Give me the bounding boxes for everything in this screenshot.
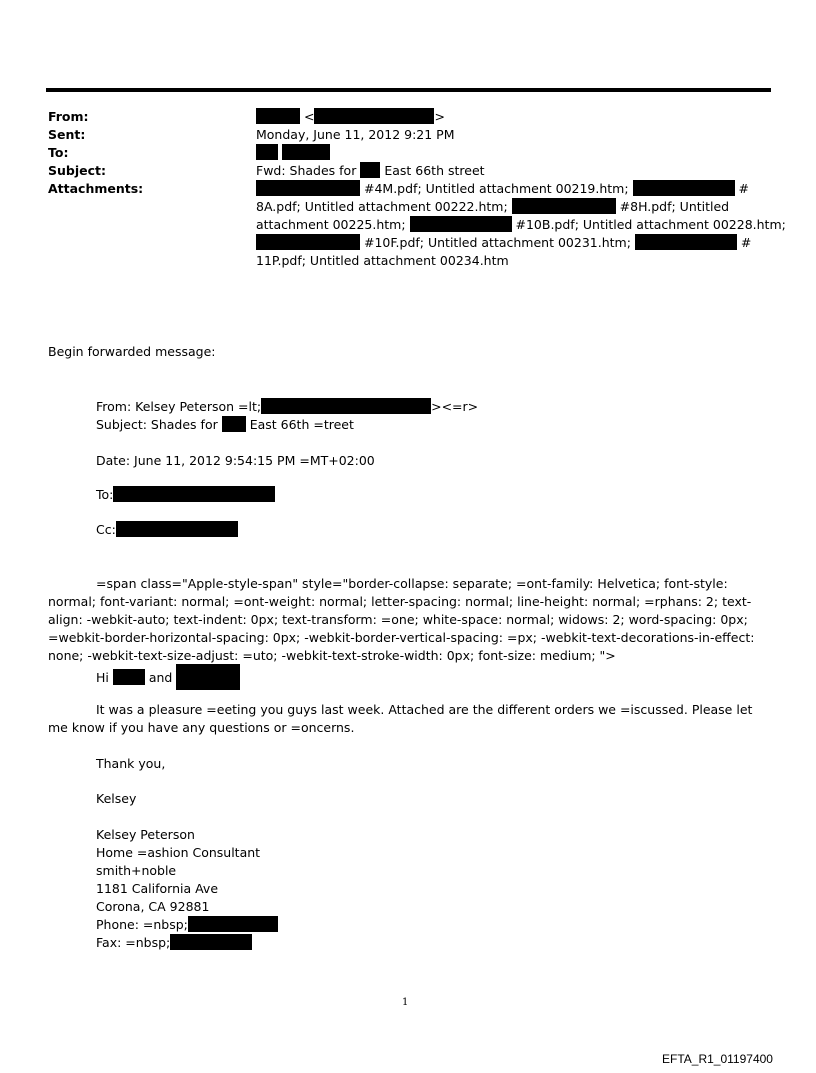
fwd-from-text: ><=r> bbox=[431, 399, 479, 414]
redaction bbox=[113, 669, 145, 685]
redaction bbox=[635, 234, 737, 250]
page-number: 1 bbox=[402, 997, 409, 1008]
subject-pre: Fwd: Shades for bbox=[256, 163, 357, 178]
attachment-text: #4M.pdf; Untitled attachment 00219.htm; bbox=[363, 181, 629, 196]
redaction bbox=[282, 144, 330, 160]
fwd-from-text: From: Kelsey Peterson =lt; bbox=[96, 399, 262, 414]
fwd-cc-label: Cc: bbox=[96, 522, 116, 537]
greeting-hi: Hi bbox=[96, 670, 109, 685]
attachments-label: Attachments: bbox=[48, 181, 144, 196]
signature-fax bbox=[96, 934, 252, 952]
attachment-text: 8A.pdf; Untitled attachment 00222.htm; bbox=[256, 199, 508, 214]
attachment-text: #10F.pdf; Untitled attachment 00231.htm; bbox=[363, 235, 631, 250]
redaction bbox=[170, 934, 252, 950]
sent-value: Monday, June 11, 2012 9:21 PM bbox=[256, 127, 455, 142]
from-lt: < bbox=[303, 109, 315, 124]
fwd-cc bbox=[96, 521, 238, 539]
redaction bbox=[314, 108, 434, 124]
from-value bbox=[256, 108, 445, 126]
style-paragraph: =span class="Apple-style-span" style="border-collapse: separate; =ont-family: Helvetica; font-style: normal; font-variant: normal; =ont-weight: normal; letter-spacing: normal; line-height: normal; =rphans: 2; text-align: -webkit-auto; text-indent: 0px; text-transform: =one; white-space: normal; widows: 2; word-spacing: 0px; =webkit-border-horizontal-spacing: 0px; -webkit-border-vertical-spacing: =px; -webkit-text-decorations-in-effect: none; -webkit-text-size-adjust: =uto; -webkit-text-stroke-width: 0px; font-size: medium; "> bbox=[48, 576, 755, 663]
attachments-line-3 bbox=[256, 216, 786, 234]
redaction bbox=[261, 398, 431, 414]
redaction bbox=[176, 664, 240, 690]
redaction bbox=[113, 486, 275, 502]
greeting bbox=[96, 664, 240, 690]
fwd-to-label: To: bbox=[96, 487, 114, 502]
redaction bbox=[360, 162, 380, 178]
fwd-subject bbox=[96, 416, 354, 434]
attachments-line-1 bbox=[256, 180, 749, 198]
begin-forwarded: Begin forwarded message: bbox=[48, 344, 216, 359]
header-rule bbox=[46, 88, 771, 92]
greeting-and: and bbox=[148, 670, 173, 685]
attachment-text: #8H.pdf; Untitled bbox=[619, 199, 730, 214]
attachments-line-4 bbox=[256, 234, 751, 252]
redaction bbox=[633, 180, 735, 196]
fwd-from bbox=[96, 398, 478, 416]
from-label: From: bbox=[48, 109, 89, 124]
from-gt: > bbox=[434, 109, 445, 124]
subject-value bbox=[256, 162, 485, 180]
signature-address-1: 1181 California Ave bbox=[96, 881, 219, 896]
redaction bbox=[116, 521, 238, 537]
phone-label: Phone: =nbsp; bbox=[96, 917, 188, 932]
attachment-text: #10B.pdf; Untitled attachment 00228.htm; bbox=[515, 217, 786, 232]
pleasure-paragraph: It was a pleasure =eeting you guys last week. Attached are the different orders we =iscussed. Please let me know if you have any questions or =oncerns. bbox=[48, 702, 753, 735]
fwd-subject-text: East 66th =treet bbox=[249, 417, 354, 432]
redaction bbox=[256, 234, 360, 250]
document-id: EFTA_R1_01197400 bbox=[662, 1052, 773, 1066]
sent-label: Sent: bbox=[48, 127, 86, 142]
attachment-text: # bbox=[740, 235, 752, 250]
fax-label: Fax: =nbsp; bbox=[96, 935, 171, 950]
subject-post: East 66th street bbox=[384, 163, 485, 178]
signature-address-2: Corona, CA 92881 bbox=[96, 899, 210, 914]
redaction bbox=[256, 108, 300, 124]
attachment-text: attachment 00225.htm; bbox=[256, 217, 406, 232]
thank-you: Thank you, bbox=[96, 756, 166, 771]
redaction bbox=[512, 198, 616, 214]
redaction bbox=[256, 180, 360, 196]
to-label: To: bbox=[48, 145, 69, 160]
signature-name: Kelsey Peterson bbox=[96, 827, 195, 842]
fwd-date: Date: June 11, 2012 9:54:15 PM =MT+02:00 bbox=[96, 453, 375, 468]
attachments-line-5: 11P.pdf; Untitled attachment 00234.htm bbox=[256, 253, 509, 268]
fwd-to bbox=[96, 486, 275, 504]
signature-title: Home =ashion Consultant bbox=[96, 845, 261, 860]
signature-phone bbox=[96, 916, 278, 934]
sign-off-name: Kelsey bbox=[96, 791, 137, 806]
fwd-subject-text: Subject: Shades for bbox=[96, 417, 218, 432]
redaction bbox=[256, 144, 278, 160]
subject-label: Subject: bbox=[48, 163, 106, 178]
attachments-line-2 bbox=[256, 198, 729, 216]
to-value bbox=[256, 144, 330, 162]
redaction bbox=[222, 416, 246, 432]
redaction bbox=[410, 216, 512, 232]
attachment-text: # bbox=[738, 181, 750, 196]
signature-company: smith+noble bbox=[96, 863, 177, 878]
redaction bbox=[188, 916, 278, 932]
